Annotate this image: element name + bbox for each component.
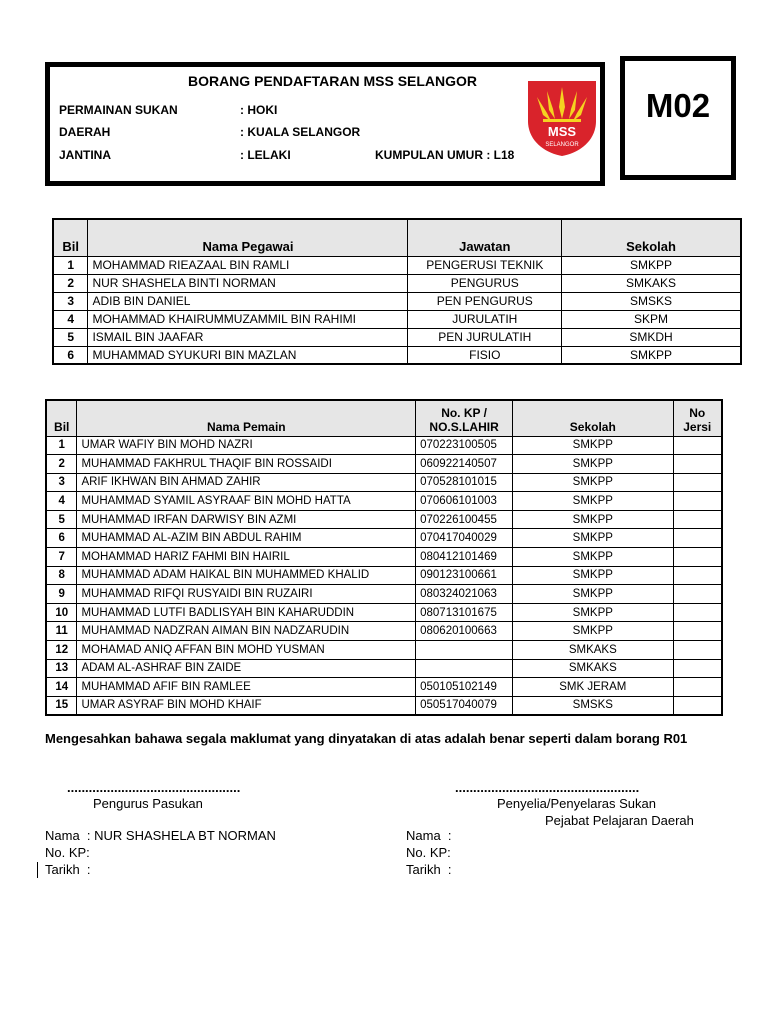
col-sekolah: Sekolah [513,400,673,436]
table-row [46,696,722,715]
cell-bil: 6 [53,346,88,364]
form-header-box [45,62,605,186]
table-row [46,548,722,567]
cell-nama: MOHAMMAD RIEAZAAL BIN RAMLI [88,256,408,274]
cell-no-kp: 080620100663 [416,622,513,641]
cell-no-jersi [673,455,722,474]
cell-sekolah: SMKPP [513,436,673,455]
col-no-kp [416,400,513,436]
cell-sekolah: SMKPP [513,473,673,492]
cell-bil: 1 [46,436,77,455]
table-row [46,678,722,697]
cell-no-kp: 060922140507 [416,455,513,474]
cell-nama: MUHAMMAD SYAMIL ASYRAAF BIN MOHD HATTA [77,492,416,511]
table-row [46,510,722,529]
cell-no-jersi [673,566,722,585]
col-bil: Bil [53,219,88,256]
table-header-row [46,400,722,436]
cell-nama: MUHAMMAD NADZRAN AIMAN BIN NADZARUDIN [77,622,416,641]
cell-bil: 1 [53,256,88,274]
cell-bil: 10 [46,603,77,622]
cell-nama: MOHAMMAD KHAIRUMMUZAMMIL BIN RAHIMI [88,310,408,328]
signature-line-right: ................................................... [455,780,640,795]
label-jantina: JANTINA [59,148,112,162]
cell-sekolah: SMKPP [513,548,673,567]
cell-bil: 9 [46,585,77,604]
cell-bil: 4 [46,492,77,511]
cell-bil: 6 [46,529,77,548]
table-row [46,473,722,492]
tarikh-right: Tarikh : [406,862,452,877]
cell-nama: MUHAMMAD AL-AZIM BIN ABDUL RAHIM [77,529,416,548]
cell-sekolah: SMKPP [513,603,673,622]
cell-no-kp: 080324021063 [416,585,513,604]
cell-no-jersi [673,696,722,715]
cell-nama: UMAR ASYRAF BIN MOHD KHAIF [77,696,416,715]
cell-sekolah: SMKPP [513,566,673,585]
cell-nama: MUHAMMAD IRFAN DARWISY BIN AZMI [77,510,416,529]
kp-left: No. KP: [45,845,90,860]
logo-text: MSS [547,124,577,139]
cell-sekolah: SMKPP [513,492,673,511]
cell-sekolah: SMKPP [513,529,673,548]
cell-no-kp: 070417040029 [416,529,513,548]
cell-nama: MOHAMMAD HARIZ FAHMI BIN HAIRIL [77,548,416,567]
cell-bil: 14 [46,678,77,697]
cell-sekolah: SMKPP [513,455,673,474]
cell-no-jersi [673,436,722,455]
cell-no-jersi [673,510,722,529]
cell-bil: 13 [46,659,77,678]
signature-line-left: ................................................ [67,780,241,795]
cell-nama: NUR SHASHELA BINTI NORMAN [88,274,408,292]
cell-sekolah: SMSKS [562,292,741,310]
cell-sekolah: SMSKS [513,696,673,715]
cell-bil: 7 [46,548,77,567]
cell-sekolah: SMKPP [562,346,741,364]
cell-jawatan: JURULATIH [408,310,562,328]
label-daerah: DAERAH [59,125,111,139]
cell-jawatan: PENGURUS [408,274,562,292]
cell-no-kp [416,659,513,678]
cell-no-kp: 090123100661 [416,566,513,585]
cell-sekolah: SMKAKS [562,274,741,292]
cell-bil: 15 [46,696,77,715]
role-left: Pengurus Pasukan [93,796,203,811]
cell-sekolah: SMKAKS [513,641,673,660]
cell-sekolah: SMKPP [513,622,673,641]
table-row [46,641,722,660]
table-row [53,292,741,310]
cell-no-kp: 080412101469 [416,548,513,567]
kumpulan-umur: KUMPULAN UMUR : L18 [375,148,515,162]
cell-nama: MUHAMMAD AFIF BIN RAMLEE [77,678,416,697]
cell-no-jersi [673,548,722,567]
cell-sekolah: SKPM [562,310,741,328]
tarikh-left: Tarikh : [45,862,91,877]
cell-nama: MUHAMMAD SYUKURI BIN MAZLAN [88,346,408,364]
table-row [53,310,741,328]
table-row [46,659,722,678]
cell-bil: 5 [53,328,88,346]
table-row [46,566,722,585]
cell-no-kp: 070226100455 [416,510,513,529]
declaration-text: Mengesahkan bahawa segala maklumat yang dinyatakan di atas adalah benar seperti dalam borang R01 [45,731,688,746]
cell-bil: 3 [53,292,88,310]
mss-selangor-logo [525,77,599,157]
col-jawatan: Jawatan [408,219,562,256]
table-row [46,622,722,641]
cell-bil: 11 [46,622,77,641]
table-row [46,585,722,604]
cell-nama: ADIB BIN DANIEL [88,292,408,310]
cell-no-kp: 070528101015 [416,473,513,492]
role-right-2: Pejabat Pelajaran Daerah [545,813,694,828]
value-jantina: : LELAKI [240,148,291,162]
table-row [46,436,722,455]
cell-no-jersi [673,659,722,678]
cell-nama: UMAR WAFIY BIN MOHD NAZRI [77,436,416,455]
table-row [53,328,741,346]
cell-no-jersi [673,473,722,492]
cell-no-kp: 080713101675 [416,603,513,622]
cell-no-jersi [673,678,722,697]
table-header-row [53,219,741,256]
nama-left: Nama : NUR SHASHELA BT NORMAN [45,828,276,843]
role-right: Penyelia/Penyelaras Sukan [497,796,656,811]
table-row [53,346,741,364]
cell-no-kp [416,641,513,660]
cell-bil: 2 [46,455,77,474]
table-row [53,274,741,292]
cell-nama: ADAM AL-ASHRAF BIN ZAIDE [77,659,416,678]
cell-no-kp: 070223100505 [416,436,513,455]
cell-no-kp: 070606101003 [416,492,513,511]
players-table [45,399,723,716]
table-row [46,603,722,622]
table-row [46,492,722,511]
cell-no-kp: 050105102149 [416,678,513,697]
table-row [46,529,722,548]
cell-sekolah: SMKPP [513,510,673,529]
cell-jawatan: FISIO [408,346,562,364]
cell-no-jersi [673,529,722,548]
cell-nama: MOHAMAD ANIQ AFFAN BIN MOHD YUSMAN [77,641,416,660]
cell-bil: 5 [46,510,77,529]
cell-bil: 12 [46,641,77,660]
table-row [53,256,741,274]
cell-sekolah: SMKPP [513,585,673,604]
cell-bil: 3 [46,473,77,492]
cell-no-jersi [673,585,722,604]
col-nama-pegawai: Nama Pegawai [88,219,408,256]
cell-nama: MUHAMMAD FAKHRUL THAQIF BIN ROSSAIDI [77,455,416,474]
cell-no-jersi [673,622,722,641]
form-code: M02 [620,56,736,180]
kp-right: No. KP: [406,845,451,860]
cell-bil: 4 [53,310,88,328]
col-bil: Bil [46,400,77,436]
logo-subtext: SELANGOR [545,142,579,148]
cell-sekolah: SMKPP [562,256,741,274]
cell-no-jersi [673,603,722,622]
col-nama-pemain: Nama Pemain [77,400,416,436]
label-permainan: PERMAINAN SUKAN [59,103,178,117]
cell-no-jersi [673,492,722,511]
no-s-lahir-label: NO.S.LAHIR [429,419,499,434]
col-sekolah: Sekolah [562,219,741,256]
cell-bil: 8 [46,566,77,585]
cell-nama: MUHAMMAD LUTFI BADLISYAH BIN KAHARUDDIN [77,603,416,622]
table-row [46,455,722,474]
cell-sekolah: SMKDH [562,328,741,346]
cell-nama: ARIF IKHWAN BIN AHMAD ZAHIR [77,473,416,492]
text-cursor [37,862,38,878]
cell-jawatan: PENGERUSI TEKNIK [408,256,562,274]
cell-nama: MUHAMMAD RIFQI RUSYAIDI BIN RUZAIRI [77,585,416,604]
officials-table [52,218,742,365]
cell-sekolah: SMK JERAM [513,678,673,697]
cell-no-jersi [673,641,722,660]
col-no-jersi [673,400,722,436]
cell-nama: ISMAIL BIN JAAFAR [88,328,408,346]
nama-right: Nama : [406,828,452,843]
jersi-label: Jersi [683,419,712,434]
cell-nama: MUHAMMAD ADAM HAIKAL BIN MUHAMMED KHALID [77,566,416,585]
no-label: No [689,405,706,420]
cell-sekolah: SMKAKS [513,659,673,678]
no-kp-label: No. KP / [441,405,487,420]
cell-jawatan: PEN PENGURUS [408,292,562,310]
cell-no-kp: 050517040079 [416,696,513,715]
cell-jawatan: PEN JURULATIH [408,328,562,346]
cell-bil: 2 [53,274,88,292]
value-daerah: : KUALA SELANGOR [240,125,361,139]
form-title: BORANG PENDAFTARAN MSS SELANGOR [187,73,478,89]
value-permainan: : HOKI [240,103,278,117]
